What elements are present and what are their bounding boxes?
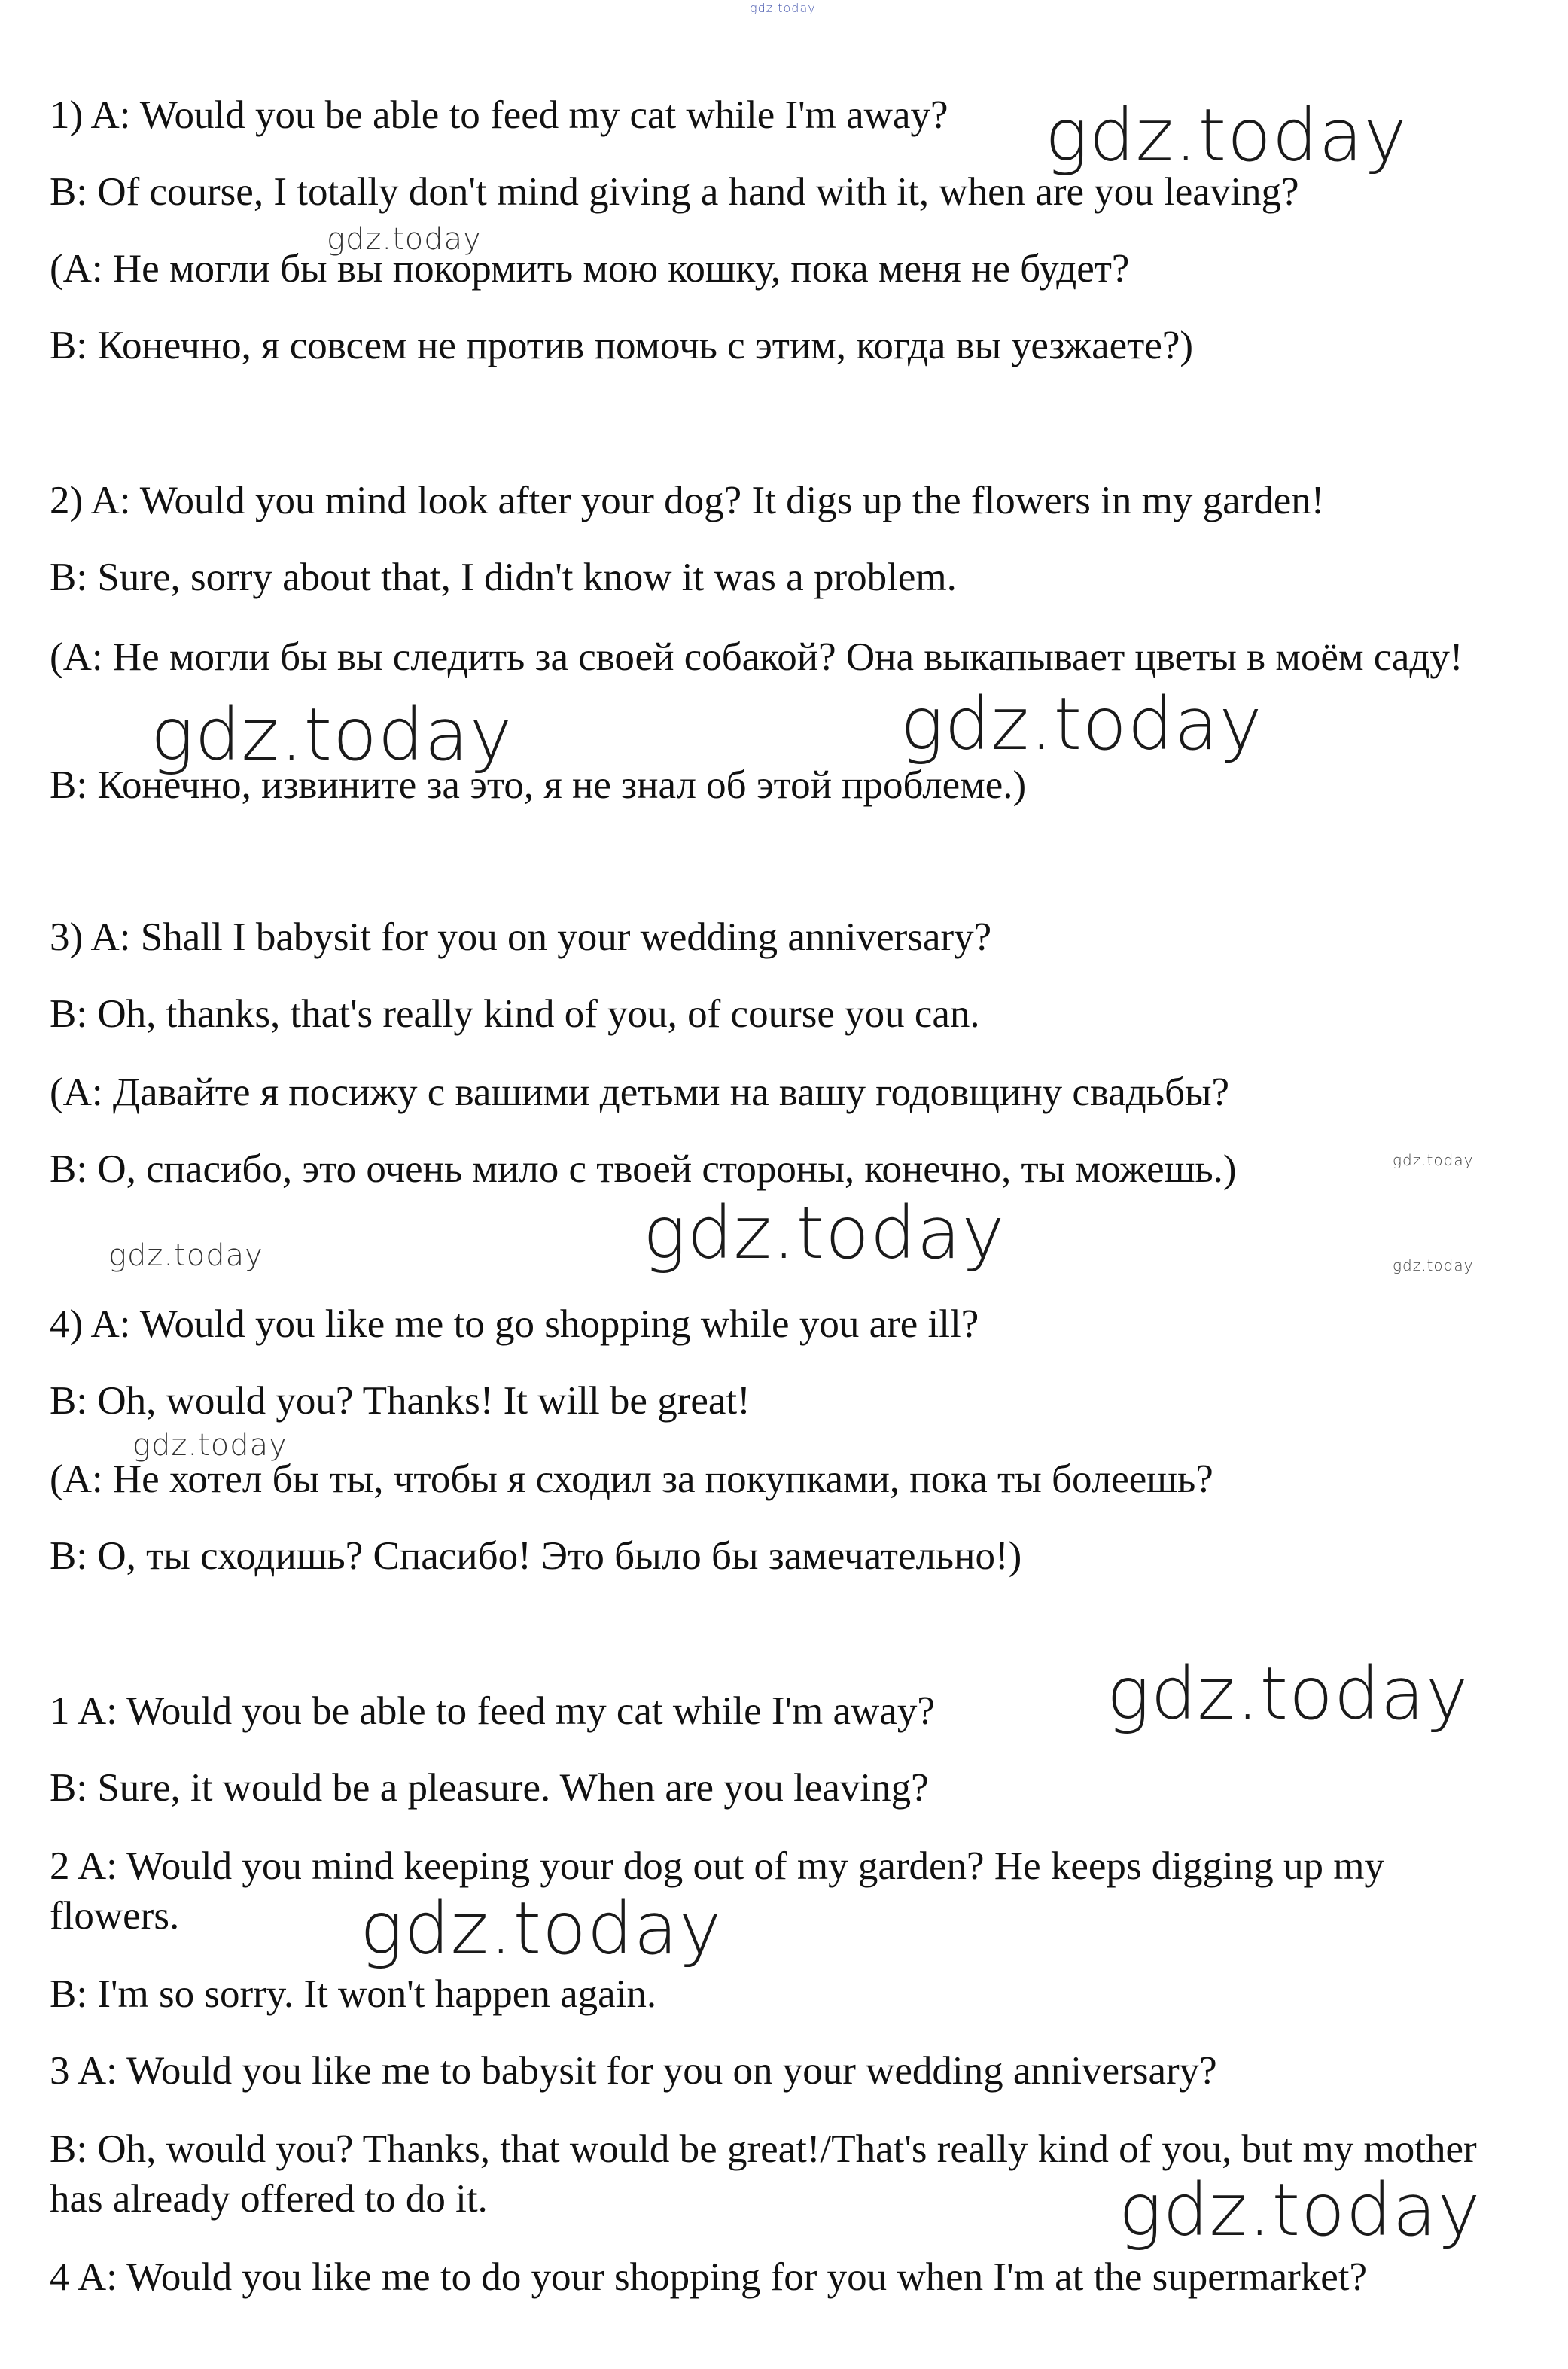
dialog-1-translation-a: (A: Не могли бы вы покормить мою кошку, пока меня не будет? bbox=[50, 247, 1130, 291]
watermark-1: gdz.today bbox=[1045, 93, 1408, 178]
dialog-2-line-a: 2) A: Would you mind look after your dog? It digs up the flowers in my garden! bbox=[50, 479, 1325, 522]
answer-1-line-a: 1 A: Would you be able to feed my cat while I'm away? bbox=[50, 1689, 935, 1733]
dialog-3-line-b: B: Oh, thanks, that's really kind of you, of course you can. bbox=[50, 992, 980, 1036]
answer-4-line-a: 4 A: Would you like me to do your shopping for you when I'm at the supermarket? bbox=[50, 2255, 1368, 2299]
watermark-5: gdz.today bbox=[1393, 1151, 1474, 1169]
watermark-2: gdz.today bbox=[327, 222, 482, 257]
answer-3-line-a: 3 A: Would you like me to babysit for you on your wedding anniversary? bbox=[50, 2049, 1217, 2093]
watermark-3: gdz.today bbox=[151, 693, 513, 777]
answer-2-line-a: 2 A: Would you mind keeping your dog out of my garden? He keeps digging up my flowers. bbox=[50, 1844, 1384, 1938]
answer-2-line-b: B: I'm so sorry. It won't happen again. bbox=[50, 1972, 657, 2016]
watermark-9: gdz.today bbox=[132, 1428, 288, 1463]
dialog-3-translation-b: B: О, спасибо, это очень мило с твоей стороны, конечно, ты можешь.) bbox=[50, 1147, 1237, 1191]
dialog-2-translation-b: B: Конечно, извините за это, я не знал об этой проблеме.) bbox=[50, 763, 1027, 807]
watermark-top: gdz.today bbox=[750, 1, 816, 15]
dialog-1-translation-b: B: Конечно, я совсем не против помочь с этим, когда вы уезжаете?) bbox=[50, 324, 1194, 367]
dialog-3-line-a: 3) A: Shall I babysit for you on your wedding anniversary? bbox=[50, 915, 992, 959]
dialog-4-line-b: B: Oh, would you? Thanks! It will be great! bbox=[50, 1379, 751, 1423]
dialog-4-translation-b: B: О, ты сходишь? Спасибо! Это было бы замечательно!) bbox=[50, 1534, 1022, 1578]
dialog-3-translation-a: (A: Давайте я посижу с вашими детьми на вашу годовщину свадьбы? bbox=[50, 1070, 1230, 1114]
answer-3-line-b: B: Oh, would you? Thanks, that would be great!/That's really kind of you, but my mother has already offered to do it. bbox=[50, 2127, 1477, 2221]
dialog-1-line-a: 1) A: Would you be able to feed my cat while I'm away? bbox=[50, 93, 948, 137]
watermark-11: gdz.today bbox=[360, 1886, 723, 1971]
dialog-2-line-b: B: Sure, sorry about that, I didn't know it was a problem. bbox=[50, 556, 957, 599]
watermark-12: gdz.today bbox=[1119, 2168, 1481, 2252]
dialog-1-line-b: B: Of course, I totally don't mind giving a hand with it, when are you leaving? bbox=[50, 170, 1299, 214]
watermark-4: gdz.today bbox=[900, 682, 1263, 766]
watermark-10: gdz.today bbox=[1107, 1652, 1469, 1736]
watermark-6: gdz.today bbox=[108, 1238, 263, 1273]
watermark-8: gdz.today bbox=[1393, 1256, 1474, 1274]
dialog-2-translation-a: (A: Не могли бы вы следить за своей собакой? Она выкапывает цветы в моём саду! bbox=[50, 635, 1463, 679]
dialog-4-line-a: 4) A: Would you like me to go shopping while you are ill? bbox=[50, 1302, 979, 1346]
watermark-7: gdz.today bbox=[643, 1191, 1006, 1275]
dialog-4-translation-a: (A: Не хотел бы ты, чтобы я сходил за покупками, пока ты болеешь? bbox=[50, 1457, 1213, 1501]
answer-1-line-b: B: Sure, it would be a pleasure. When are you leaving? bbox=[50, 1766, 929, 1810]
